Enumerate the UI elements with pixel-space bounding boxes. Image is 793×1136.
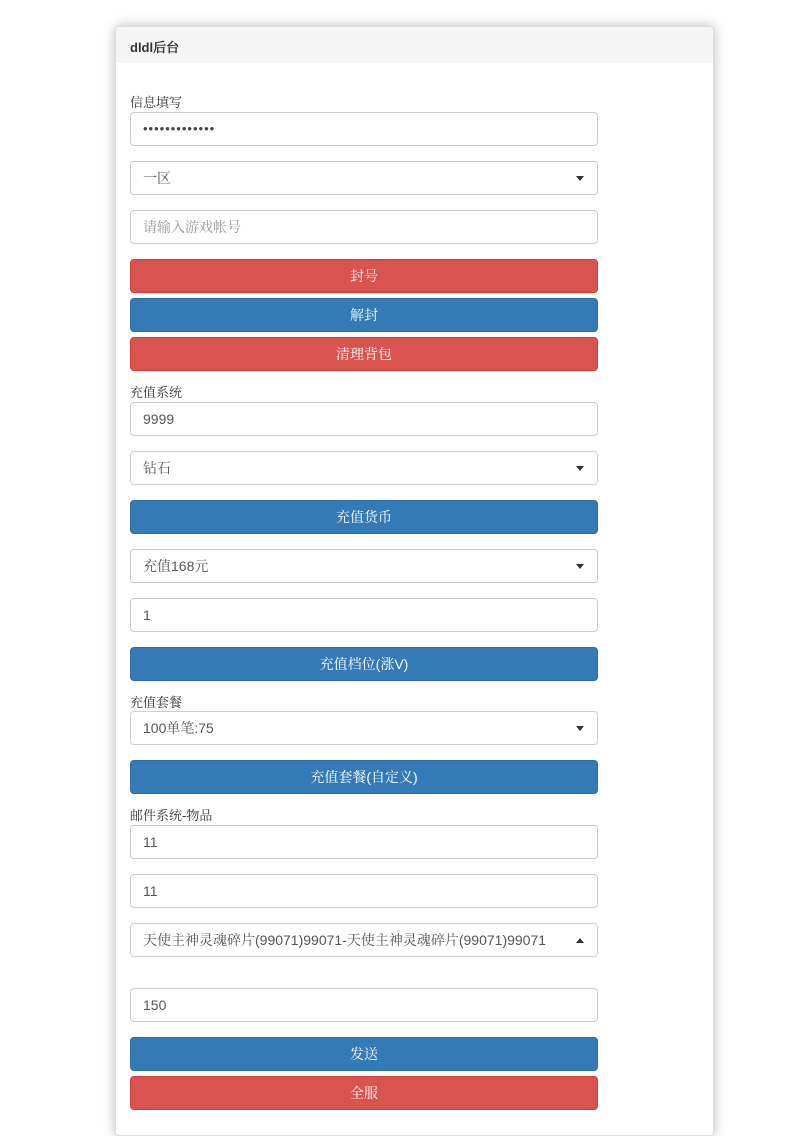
- tier-select[interactable]: [130, 549, 598, 583]
- ban-button[interactable]: 封号: [130, 259, 598, 293]
- mail-field-2-input[interactable]: 11: [130, 874, 598, 908]
- item-quantity-input[interactable]: 150: [130, 988, 598, 1022]
- password-input[interactable]: •••••••••••••: [130, 112, 598, 146]
- chevron-down-icon: [576, 564, 584, 569]
- package-section-label: 充值套餐: [130, 695, 183, 710]
- chevron-up-icon: [576, 938, 584, 943]
- chevron-down-icon: [576, 726, 584, 731]
- chevron-down-icon: [576, 176, 584, 181]
- all-server-button[interactable]: 全服: [130, 1076, 598, 1110]
- panel-title: dldl后台: [116, 27, 713, 62]
- custom-package-button[interactable]: 充值套餐(自定义): [130, 760, 598, 794]
- item-select[interactable]: [130, 923, 598, 957]
- currency-select[interactable]: [130, 451, 598, 485]
- chevron-down-icon: [576, 466, 584, 471]
- recharge-currency-button[interactable]: 充值货币: [130, 500, 598, 534]
- server-select[interactable]: [130, 161, 598, 195]
- clear-bag-button[interactable]: 清理背包: [130, 337, 598, 371]
- account-input[interactable]: 请输入游戏帐号: [130, 210, 598, 244]
- mail-field-1-input[interactable]: 11: [130, 825, 598, 859]
- server-select-value: 一区: [143, 170, 171, 186]
- item-select-value: 天使主神灵魂碎片(99071)99071-天使主神灵魂碎片(99071)99071: [143, 932, 547, 948]
- tier-count-input[interactable]: 1: [130, 598, 598, 632]
- recharge-tier-button[interactable]: 充值档位(涨V): [130, 647, 598, 681]
- recharge-section-label: 充值系统: [130, 385, 183, 400]
- recharge-amount-input[interactable]: 9999: [130, 402, 598, 436]
- unban-button[interactable]: 解封: [130, 298, 598, 332]
- tier-select-value: 充值168元: [143, 558, 209, 574]
- admin-panel: [115, 26, 714, 1136]
- info-section-label: 信息填写: [130, 95, 183, 110]
- mail-section-label: 邮件系统-物品: [130, 808, 213, 823]
- send-button[interactable]: 发送: [130, 1037, 598, 1071]
- package-select[interactable]: [130, 711, 598, 745]
- currency-select-value: 钻石: [143, 460, 171, 476]
- package-select-value: 100单笔:75: [143, 720, 214, 736]
